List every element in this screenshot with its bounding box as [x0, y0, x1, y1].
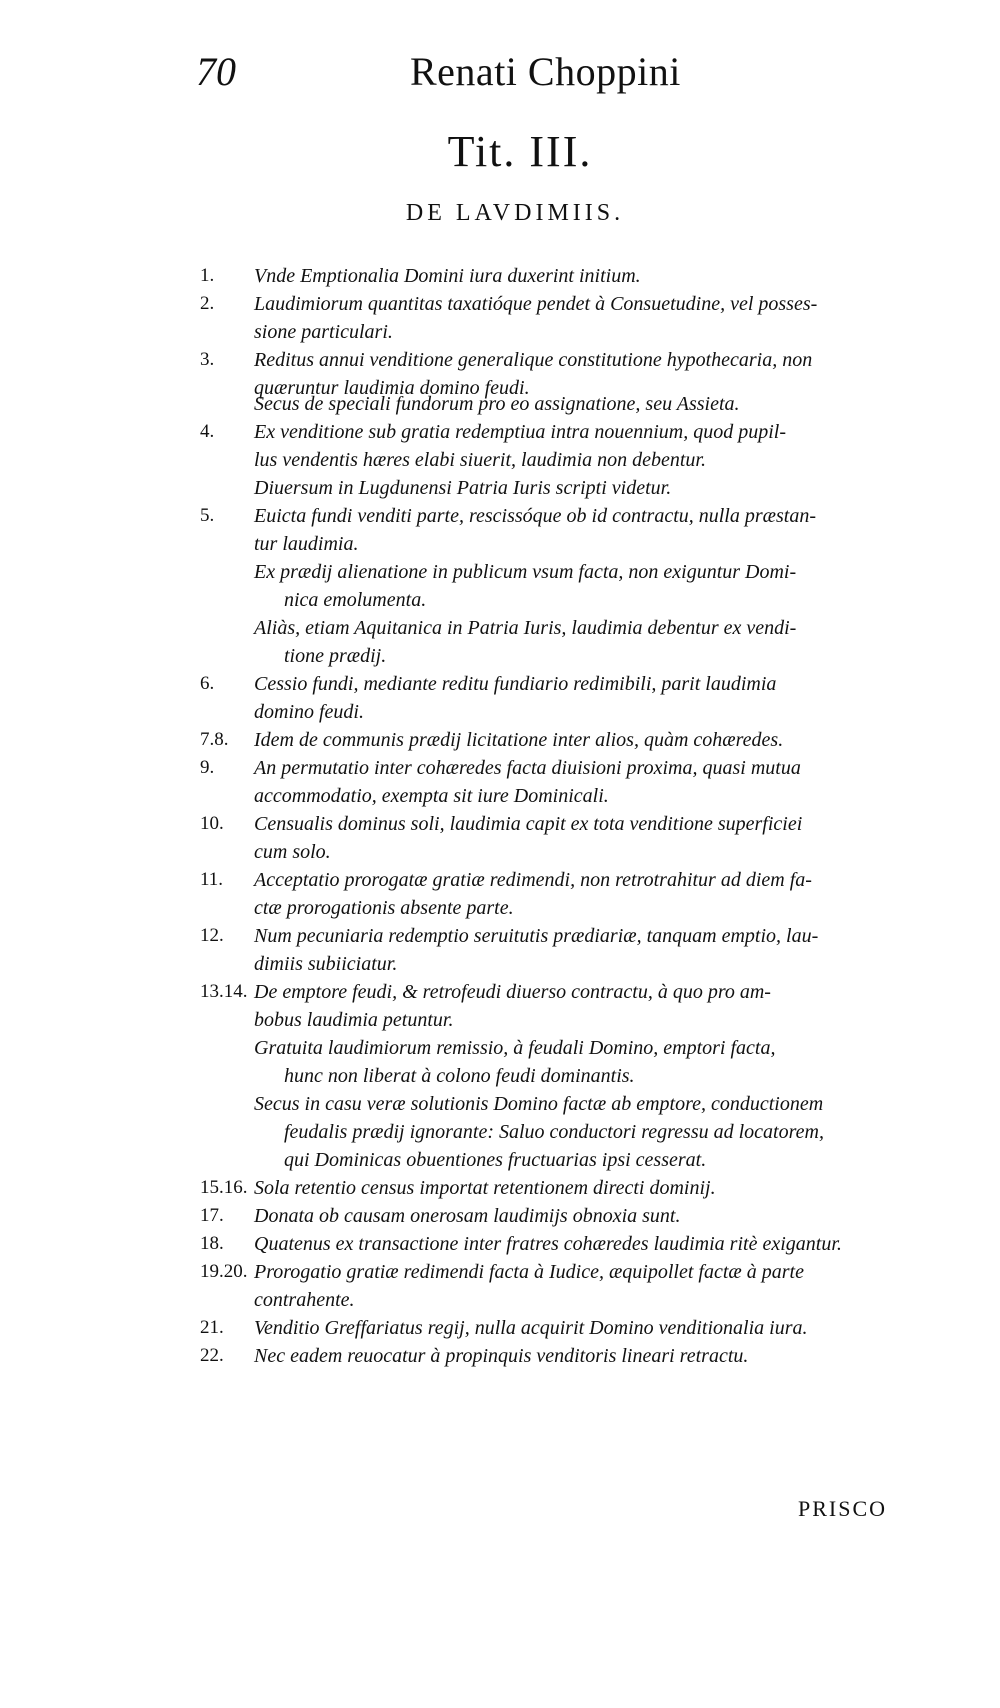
entry-line: accommodatio, exempta sit iure Dominicali.: [254, 785, 609, 807]
entry-text: [254, 290, 914, 346]
entry-line: quæruntur laudimia domino feudi.: [254, 377, 530, 399]
entry-number: 11.: [200, 869, 224, 890]
entry-line: ctæ prorogationis absente parte.: [254, 897, 514, 919]
entry-line: hunc non liberat à colono feudi dominantis.: [284, 1065, 635, 1087]
entry-number: 6.: [200, 673, 215, 694]
entry-line: Num pecuniaria redemptio seruitutis prædiariæ, tanquam emptio, lau-: [254, 925, 819, 947]
entry-number: 12.: [200, 925, 224, 946]
section-title: Tit. III.: [447, 127, 593, 176]
entry-text: [254, 1342, 914, 1370]
entry-line: qui Dominicas obuentiones fructuarias ipsi cesserat.: [284, 1149, 707, 1171]
entry-text: [254, 262, 914, 290]
entry-text: [254, 1230, 914, 1258]
entry-number: 13.14.: [200, 981, 248, 1002]
entry-line: feudalis prædij ignorante: Saluo conductori regressu ad locatorem,: [284, 1121, 824, 1143]
entry-line: tur laudimia.: [254, 533, 359, 555]
entry-line: Ex prædij alienatione in publicum vsum facta, non exiguntur Domi-: [254, 561, 797, 583]
entry-line: bobus laudimia petuntur.: [254, 1009, 454, 1031]
entry-number: 2.: [200, 293, 215, 314]
entry-text: [254, 810, 914, 866]
entry-text: [254, 558, 914, 614]
entry-number: 22.: [200, 1345, 224, 1366]
entry-text: [254, 978, 914, 1034]
entry-line: Prorogatio gratiæ redimendi facta à Iudice, æquipollet factæ à parte: [254, 1261, 804, 1283]
entry-text: [254, 726, 914, 754]
entry-number: 10.: [200, 813, 224, 834]
entry-line: Donata ob causam onerosam laudimijs obnoxia sunt.: [254, 1205, 681, 1227]
entry-text: [254, 1314, 914, 1342]
entry-text: [254, 754, 914, 810]
entry-line: Vnde Emptionalia Domini iura duxerint initium.: [254, 265, 641, 287]
entry-line: sione particulari.: [254, 321, 393, 343]
entry-text: [254, 1090, 914, 1174]
entry-text: [254, 922, 914, 978]
entry-line: Secus de speciali fundorum pro eo assignatione, seu Assieta.: [254, 393, 740, 415]
entry-number: 5.: [200, 505, 215, 526]
entry-number: 4.: [200, 421, 215, 442]
entry-line: Nec eadem reuocatur à propinquis venditoris lineari retractu.: [254, 1345, 749, 1367]
entry-number: 3.: [200, 349, 215, 370]
entry-text: [254, 1258, 914, 1314]
entry-number: 17.: [200, 1205, 224, 1226]
entry-line: Secus in casu veræ solutionis Domino factæ ab emptore, conductionem: [254, 1093, 824, 1115]
entry-line: Aliàs, etiam Aquitanica in Patria Iuris, laudimia debentur ex vendi-: [254, 617, 797, 639]
entry-text: [254, 1174, 914, 1202]
entry-line: Cessio fundi, mediante reditu fundiario redimibili, parit laudimia: [254, 673, 777, 695]
entry-line: Reditus annui venditione generalique constitutione hypothecaria, non: [254, 349, 813, 371]
entry-line: An permutatio inter cohæredes facta diuisioni proxima, quasi mutua: [254, 757, 801, 779]
entry-line: lus vendentis hæres elabi siuerit, laudimia non debentur.: [254, 449, 707, 471]
catchword: PRISCO: [798, 1496, 888, 1521]
section-subtitle: DE LAVDIMIIS.: [405, 200, 625, 226]
entry-text: [254, 866, 914, 922]
entry-line: tione prædij.: [284, 645, 387, 667]
entry-number: 19.20.: [200, 1261, 248, 1282]
entry-number: 15.16.: [200, 1177, 248, 1198]
entry-line: Acceptatio prorogatæ gratiæ redimendi, non retrotrahitur ad diem fa-: [254, 869, 812, 891]
entry-text: [254, 474, 914, 502]
entry-line: Euicta fundi venditi parte, rescissóque ob id contractu, nulla præstan-: [254, 505, 816, 527]
entry-line: Quatenus ex transactione inter fratres cohæredes laudimia ritè exigantur.: [254, 1233, 842, 1255]
entry-line: Laudimiorum quantitas taxatióque pendet à Consuetudine, vel posses-: [254, 293, 818, 315]
entry-line: cum solo.: [254, 841, 331, 863]
running-title: Renati Choppini: [410, 49, 681, 94]
entry-line: Idem de communis prædij licitatione inter alios, quàm cohæredes.: [254, 729, 784, 751]
entry-number: 1.: [200, 265, 215, 286]
entry-text: [254, 1034, 914, 1090]
entry-line: Censualis dominus soli, laudimia capit ex tota venditione superficiei: [254, 813, 803, 835]
entry-number: 7.8.: [200, 729, 229, 750]
entry-text: [254, 614, 914, 670]
entry-number: 21.: [200, 1317, 224, 1338]
entry-text: [254, 418, 914, 474]
page-header: [0, 48, 1000, 108]
entry-line: domino feudi.: [254, 701, 364, 723]
entry-line: dimiis subiiciatur.: [254, 953, 398, 975]
entry-line: Ex venditione sub gratia redemptiua intra nouennium, quod pupil-: [254, 421, 786, 443]
entry-line: De emptore feudi, & retrofeudi diuerso contractu, à quo pro am-: [254, 981, 771, 1003]
page-number: 70: [196, 49, 236, 94]
entry-text: [254, 670, 914, 726]
entry-line: Gratuita laudimiorum remissio, à feudali Domino, emptori facta,: [254, 1037, 776, 1059]
entry-line: Sola retentio census importat retentionem directi dominij.: [254, 1177, 716, 1199]
entry-number: 18.: [200, 1233, 224, 1254]
entry-number: 9.: [200, 757, 215, 778]
entry-line: nica emolumenta.: [284, 589, 427, 611]
entry-line: Venditio Greffariatus regij, nulla acquirit Domino venditionalia iura.: [254, 1317, 808, 1339]
entry-line: Diuersum in Lugdunensi Patria Iuris scripti videtur.: [254, 477, 672, 499]
entry-text: [254, 390, 914, 418]
entry-line: contrahente.: [254, 1289, 355, 1311]
entry-text: [254, 502, 914, 558]
entry-text: [254, 1202, 914, 1230]
